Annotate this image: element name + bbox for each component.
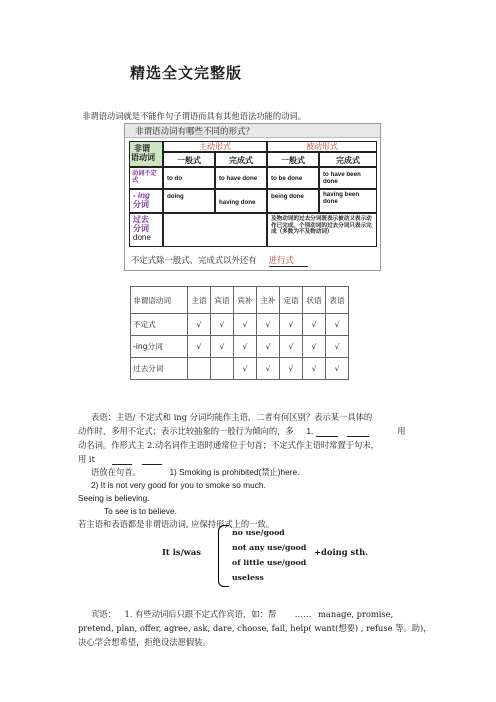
check-cell: √ bbox=[303, 314, 326, 336]
active-simple-header: 一般式 bbox=[163, 152, 215, 167]
table-header-cell: 状语 bbox=[303, 287, 326, 314]
formula-option: of little use/good bbox=[232, 558, 307, 567]
subject-line-3: 动名词。作形式主 2.动名词作主语时通常位于句首；不定式作主语时常置于句末， bbox=[78, 440, 379, 450]
formula-right: +doing sth. bbox=[314, 547, 369, 557]
object-line-2: pretend, plan, offer, agree, ask, dare, choose, fail, help( want(想要) , refuse 等。助)， bbox=[78, 623, 432, 633]
subject-line-5: 语放在句首。 1) Smoking is prohibited(禁止)here. bbox=[91, 467, 300, 477]
check-cell: √ bbox=[234, 358, 257, 380]
table-header-cell: 主补 bbox=[257, 287, 280, 314]
table-row bbox=[131, 336, 349, 358]
example-3: Seeing is believing. bbox=[78, 493, 150, 503]
check-cell: √ bbox=[257, 314, 280, 336]
inf-pass-simple: to be done bbox=[267, 167, 319, 189]
figure-bottom-red: 进行式 bbox=[269, 254, 308, 267]
passive-simple-header: 一般式 bbox=[267, 152, 319, 167]
table-header-row bbox=[131, 287, 349, 314]
pp-empty-cell bbox=[163, 213, 267, 247]
check-cell: √ bbox=[257, 358, 280, 380]
active-perfect-header: 完成式 bbox=[215, 152, 267, 167]
ing-pass-simple: being done bbox=[267, 189, 319, 213]
row-label: -ing分词 bbox=[131, 336, 188, 358]
function-table bbox=[130, 286, 349, 380]
object-line-3: 决心学会想希望，拒绝设法愿假装。 bbox=[78, 637, 211, 647]
check-cell bbox=[211, 358, 234, 380]
pp-note: 及物动词的过去分词既表示被动又表示动作已完成。个别动词的过去分词只表示完成（多数为不及物动词） bbox=[267, 213, 377, 247]
object-line-1: 宾语： 1. 有些动词后只跟不定式作宾语，如：帮 …… manage, promise, bbox=[91, 609, 394, 619]
passive-perfect-header: 完成式 bbox=[319, 152, 377, 167]
figure-header-bar bbox=[125, 124, 380, 138]
figure-bottom-text: 不定式除一般式、完成式以外还有 bbox=[131, 255, 257, 265]
check-cell: √ bbox=[303, 358, 326, 380]
check-cell: √ bbox=[257, 336, 280, 358]
check-cell: √ bbox=[188, 336, 211, 358]
table-header-cell: 宾补 bbox=[234, 287, 257, 314]
blank-line bbox=[142, 464, 162, 465]
active-voice-header: 主动形式 bbox=[163, 141, 267, 152]
nonfinite-forms-figure bbox=[124, 123, 381, 271]
corner-cell: 非谓 语动词 bbox=[129, 141, 163, 167]
past-participle-label: 过去 分词 done bbox=[129, 213, 163, 247]
row-label: 过去分词 bbox=[131, 358, 188, 380]
passive-voice-header: 被动形式 bbox=[267, 141, 377, 152]
ing-pass-perfect: having been done bbox=[319, 189, 377, 213]
page-title: 精选全文完整版 bbox=[130, 64, 243, 82]
row-label: 不定式 bbox=[131, 314, 188, 336]
subject-line-9: 若主语和表语都是非谓语动词, 应保持形式上的一致。 bbox=[78, 519, 275, 529]
table-header-cell: 定语 bbox=[280, 287, 303, 314]
formula-option: useless bbox=[232, 573, 264, 582]
inf-pass-perfect: to have been done bbox=[319, 167, 377, 189]
ing-label: - ing 分词 bbox=[129, 189, 163, 213]
check-cell: √ bbox=[280, 314, 303, 336]
figure-bottom-line bbox=[131, 254, 308, 267]
subject-line-1: 表语：主语/ 不定式和 ing 分词均能作主语，二者有何区别？表示某一具体的 bbox=[91, 412, 373, 422]
check-cell: √ bbox=[280, 358, 303, 380]
intro-text: 非谓语动词就是不能作句子谓语而具有其他语法功能的动词。 bbox=[82, 111, 307, 121]
check-cell bbox=[188, 358, 211, 380]
table-header-cell: 表语 bbox=[326, 287, 349, 314]
blank-line bbox=[316, 436, 338, 437]
example-4: To see is to believe. bbox=[104, 506, 177, 516]
check-cell: √ bbox=[280, 336, 303, 358]
check-cell: √ bbox=[303, 336, 326, 358]
figure-header: 非谓语动词有哪些不同的形式？ bbox=[135, 127, 255, 137]
table-header-cell: 非谓语动词 bbox=[131, 287, 188, 314]
blank-number: 1. bbox=[306, 426, 314, 436]
inf-simple: to do bbox=[163, 167, 215, 189]
example-1: 1) Smoking is prohibited(禁止)here. bbox=[169, 467, 300, 477]
table-header-cell: 主语 bbox=[188, 287, 211, 314]
ing-perfect: having done bbox=[215, 189, 267, 213]
formula-left: It is/was bbox=[162, 547, 202, 557]
check-cell: √ bbox=[326, 358, 349, 380]
check-cell: √ bbox=[188, 314, 211, 336]
subject-line-2: 动作时，多用不定式；表示比较抽象的一般行为倾向的，多 1. 用 bbox=[78, 426, 406, 436]
check-cell: √ bbox=[234, 314, 257, 336]
formula-option: no use/good bbox=[232, 528, 285, 537]
blank-line bbox=[347, 436, 369, 437]
check-cell: √ bbox=[326, 336, 349, 358]
subject-line-4: 用 it bbox=[78, 453, 162, 465]
formula-options bbox=[232, 525, 306, 585]
formula-option: not any use/good bbox=[232, 543, 307, 552]
inf-perfect: to have done bbox=[215, 167, 267, 189]
example-2: 2) It is not very good for you to smoke so much. bbox=[91, 480, 266, 490]
blank-line bbox=[112, 464, 132, 465]
table-row bbox=[131, 314, 349, 336]
check-cell: √ bbox=[211, 314, 234, 336]
formula-brace bbox=[218, 525, 229, 587]
ing-simple: doing bbox=[163, 189, 215, 213]
check-cell: √ bbox=[211, 336, 234, 358]
infinitive-label: 动词不定式 bbox=[129, 167, 163, 189]
check-cell: √ bbox=[326, 314, 349, 336]
table-header-cell: 宾语 bbox=[211, 287, 234, 314]
check-cell: √ bbox=[234, 336, 257, 358]
table-row bbox=[131, 358, 349, 380]
